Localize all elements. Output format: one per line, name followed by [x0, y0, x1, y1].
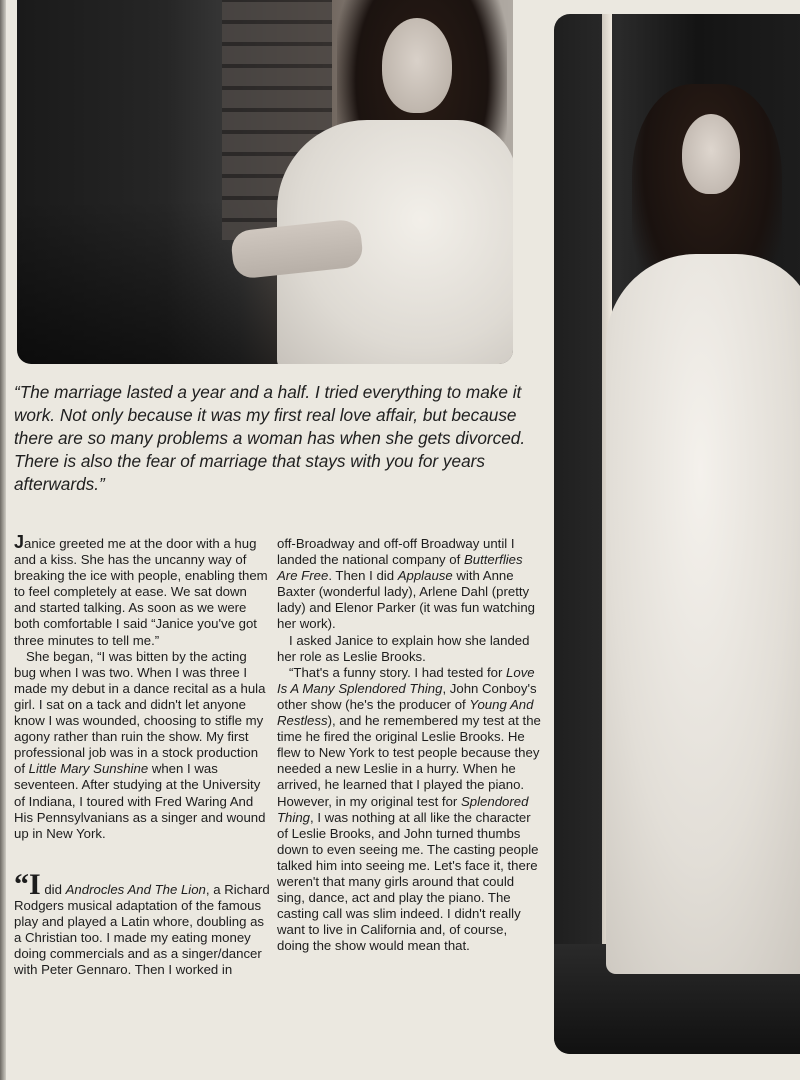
paragraph [14, 649, 270, 842]
paragraph-text: off-Broadway and off-off Broadway until I landed the national company of [277, 536, 515, 568]
show-title: Little Mary Sunshine [28, 761, 149, 777]
photo-face [682, 114, 740, 194]
photo-janice-by-fireplace [17, 0, 513, 364]
page-spine-shadow [0, 0, 6, 1080]
article-column-right [277, 536, 543, 954]
show-title: Young And Restless [277, 696, 534, 729]
paragraph-text: , I was nothing at all like the character of Leslie Brooks, and John turned thumbs down to even seeing me. The casting people talked him into seeing me. Let's face it, there weren't that many girls around that could sing, dance, act and play the piano. The casting call was slim indeed. I didn't really want to live in California and, of course, doing the show would mean that. [277, 809, 539, 954]
paragraph-text: when I was seventeen. After studying at the University of Indiana, I toured with Fred Waring And His Pennsylvanians as a singer and wound up in New York. [14, 761, 266, 841]
paragraph-text: anice greeted me at the door with a hug and a kiss. She has the uncanny way of breaking the ice with people, enabling them to feel completely at ease. We sat down and started talking. As soon as we were both comfortable I said “Janice you've got three minutes to tell me.” [14, 536, 268, 648]
paragraph [277, 665, 543, 955]
paragraph-text: . Then I did [328, 568, 398, 584]
paragraph [14, 532, 270, 649]
show-title: Love Is A Many Splendored Thing [277, 664, 535, 696]
drop-cap: J [14, 532, 25, 552]
photo-face [382, 18, 452, 113]
pull-quote: “The marriage lasted a year and a half. I tried everything to make it work. Not only because it was my first real love affair, but because there are so many problems a woman has when she gets divorced. There is also the fear of marriage that stays with you for years afterwards.” [14, 382, 526, 494]
show-title: Splendored Thing [277, 793, 529, 825]
article-column-left [14, 532, 270, 978]
paragraph [14, 867, 270, 979]
drop-cap: I [29, 867, 41, 901]
paragraph [277, 536, 543, 633]
paragraph: I asked Janice to explain how she landed her role as Leslie Brooks. [277, 632, 530, 664]
paragraph-text: She began, “I was bitten by the acting bug when I was two. When I was three I made my debut in a dance recital as a hula girl. I sat on a tack and didn't let anyone know I was wounded, choosing to stifle my agony rather than ruin the show. My first professional job was in a stock production of [14, 648, 266, 777]
show-title: Butterflies Are Free [277, 552, 523, 584]
paragraph-text: , John Conboy's other show (he's the producer of [277, 680, 537, 712]
photo-white-gown [606, 254, 800, 974]
paragraph-text: , a Richard Rodgers musical adaptation of the famous play and played a Latin whore, doubling as a Christian too. I made my eating money doing commercials and as a singer/dancer with Peter Gennaro. Then I worked in [14, 881, 270, 978]
show-title: Androcles And The Lion [65, 881, 206, 897]
show-title: Applause [397, 568, 453, 584]
paragraph-text: with Anne Baxter (wonderful lady), Arlene Dahl (pretty lady) and Elenor Parker (it was fun watching her work). [277, 568, 536, 632]
paragraph-text: ), and he remembered my test at the time he fired the original Leslie Brooks. He flew to New York to test people because they needed a new Leslie in a hurry. When he arrived, he learned that I played the piano. However, in my original test for [277, 713, 541, 809]
paragraph-text: did [40, 881, 66, 897]
drop-quote-mark: “ [14, 867, 29, 901]
photo-janice-in-doorway [554, 14, 800, 1054]
paragraph-text: “That's a funny story. I had tested for [289, 664, 507, 680]
